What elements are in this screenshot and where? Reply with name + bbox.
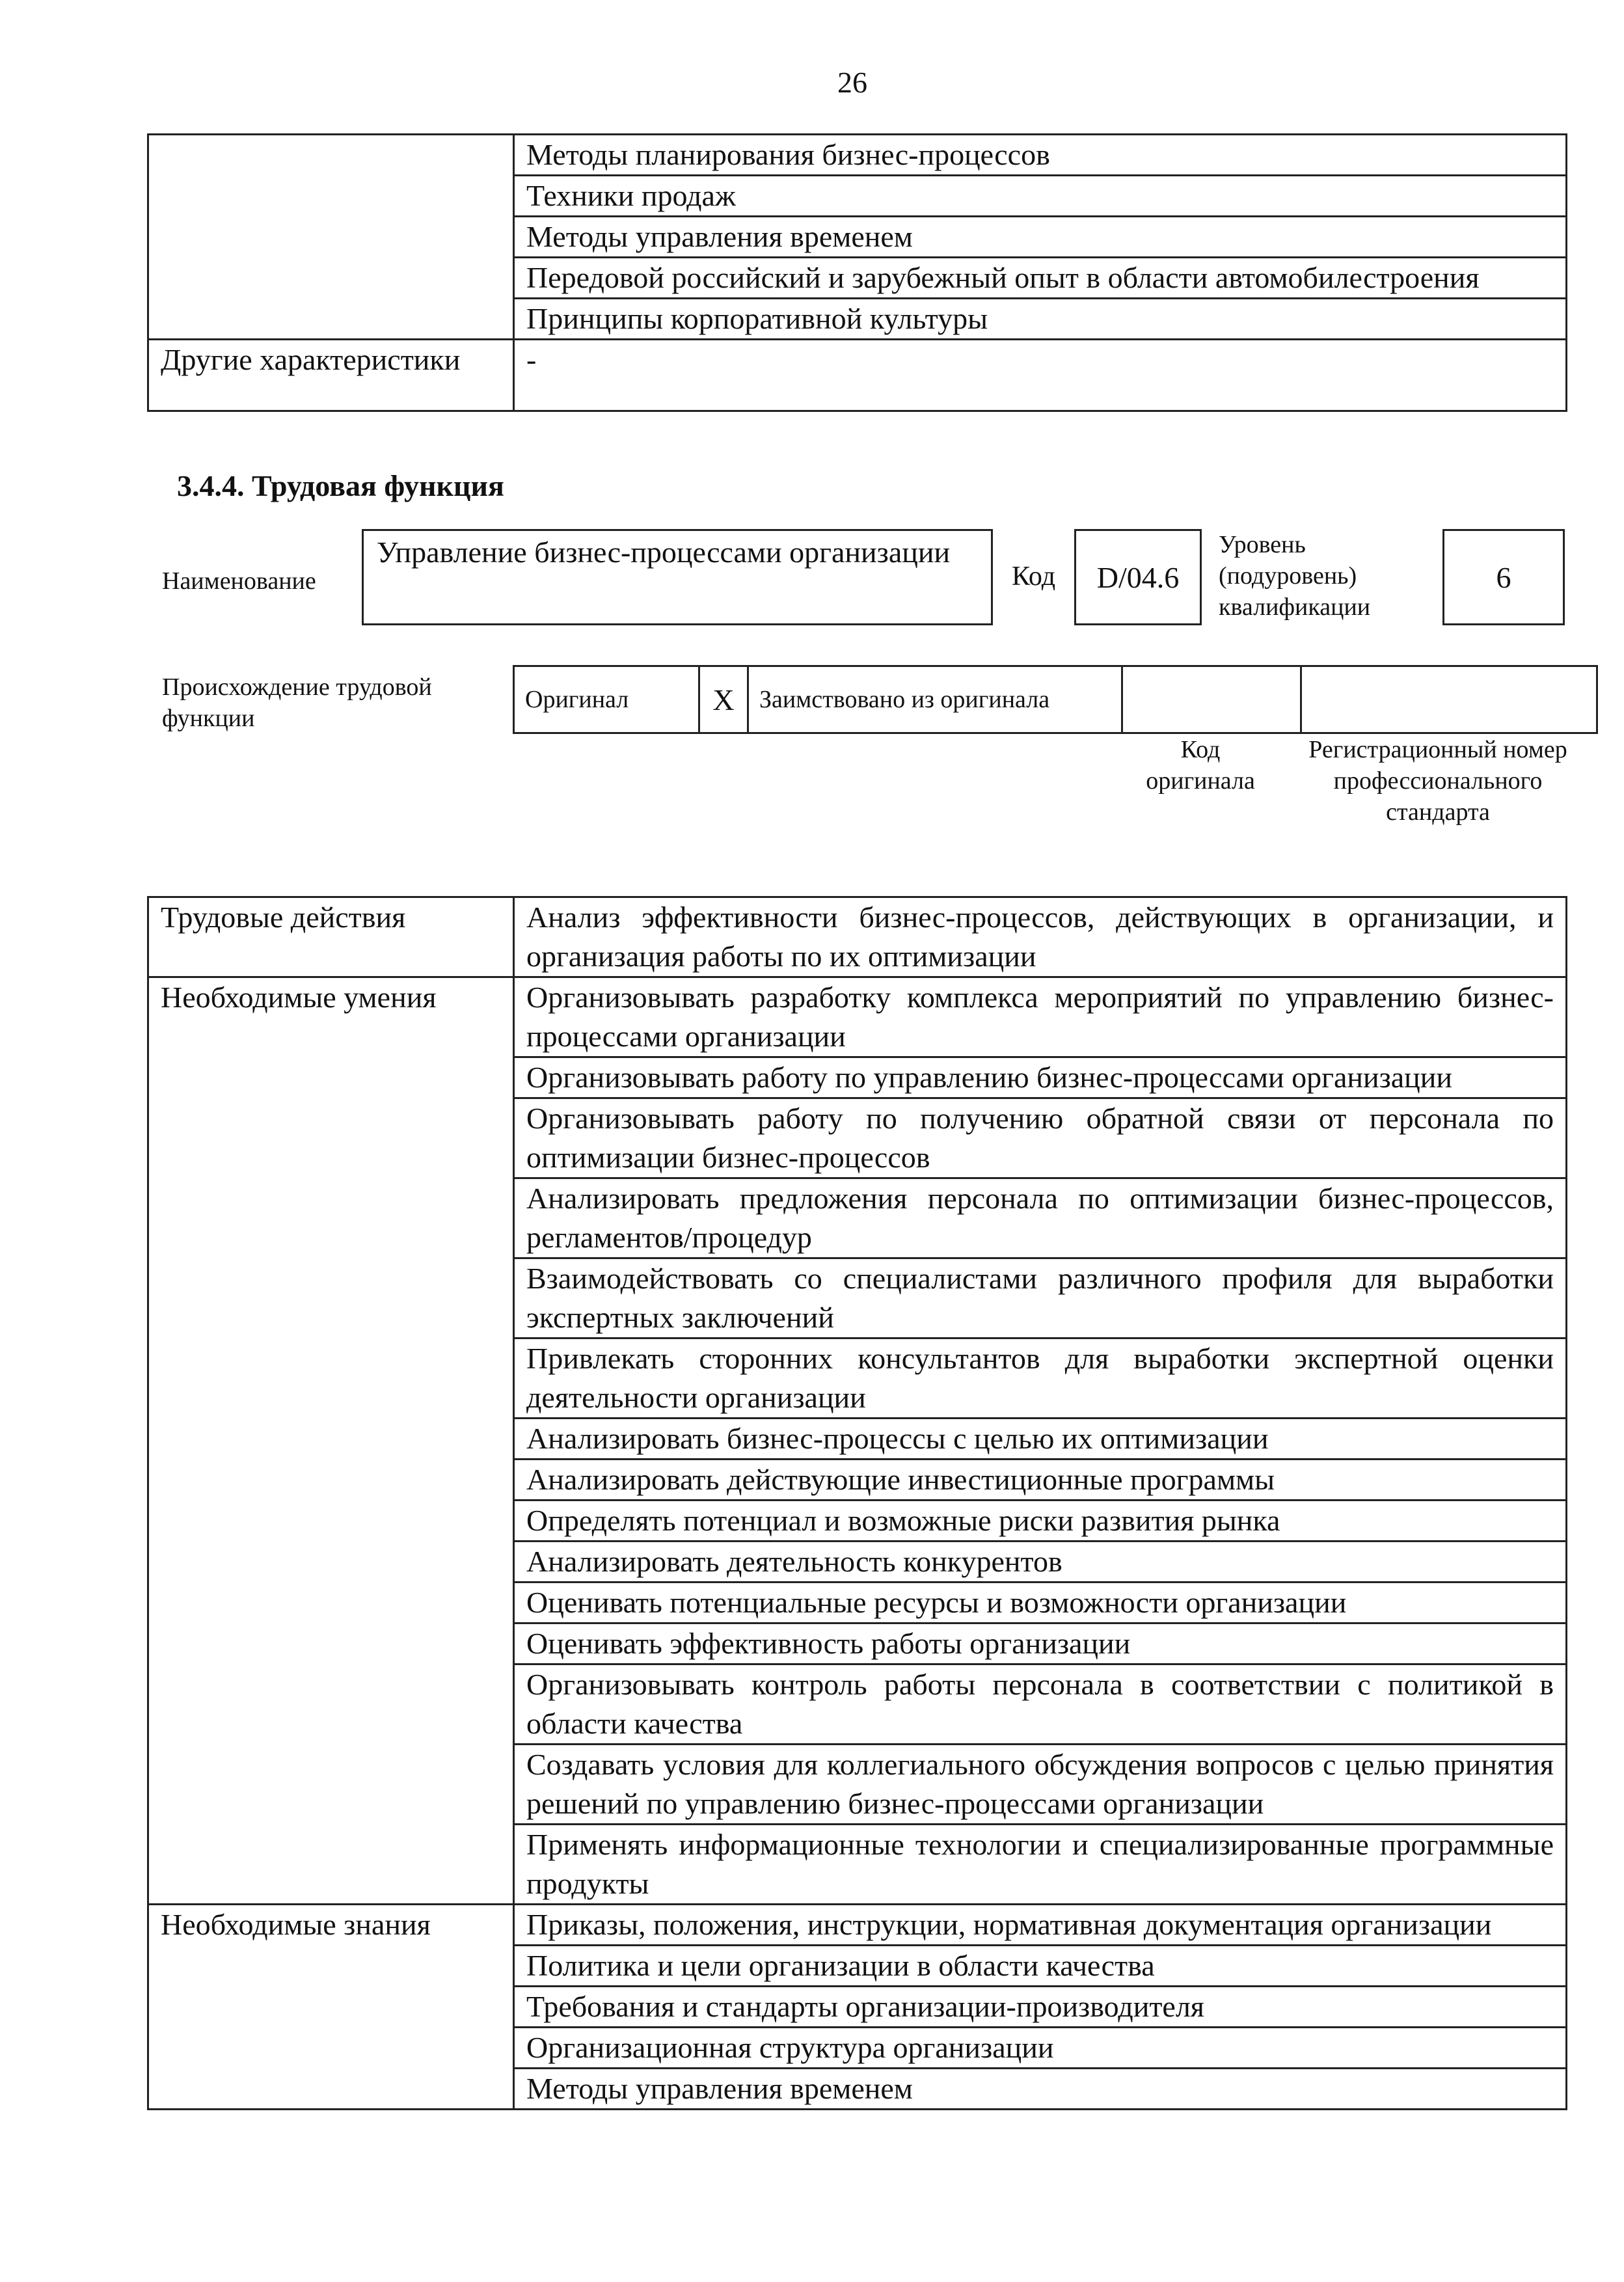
- list-item: Методы планирования бизнес-процессов: [515, 135, 1565, 176]
- list-item: Политика и цели организации в области качества: [515, 1946, 1565, 1987]
- section-heading: 3.4.4. Трудовая функция: [177, 469, 504, 502]
- labor-actions-label: Трудовые действия: [148, 897, 514, 977]
- list-item: Методы управления временем: [515, 217, 1565, 258]
- knowledge-continued-list: [514, 135, 1567, 340]
- origin-table: [513, 665, 1598, 734]
- required-skills-list: [514, 977, 1567, 1905]
- list-item: Техники продаж: [515, 176, 1565, 217]
- other-characteristics-value: -: [514, 340, 1567, 411]
- page-number: 26: [837, 66, 867, 99]
- origin-borrowed: Заимствовано из оригинала: [748, 666, 1122, 733]
- function-details-table: [147, 896, 1567, 2110]
- code-caption: Код оригинала: [1146, 736, 1255, 795]
- list-item: Анализировать деятельность конкурентов: [515, 1542, 1565, 1583]
- list-item: Организационная структура организации: [515, 2028, 1565, 2069]
- origin-reg-cell: [1301, 666, 1597, 733]
- list-item: Определять потенциал и возможные риски развития рынка: [515, 1501, 1565, 1542]
- list-item: Создавать условия для коллегиального обсуждения вопросов с целью принятия решений по управлению бизнес-процессами организации: [515, 1745, 1565, 1825]
- labor-actions-list: [514, 897, 1567, 977]
- reg-caption: Регистрационный номер профессионального стандарта: [1308, 736, 1567, 826]
- knowledge-continued-table: [147, 133, 1567, 412]
- list-item: Взаимодействовать со специалистами различного профиля для выработки экспертных заключений: [515, 1259, 1565, 1339]
- origin-label: Происхождение трудовой функции: [162, 673, 432, 732]
- code-value: D/04.6: [1074, 529, 1202, 625]
- list-item: Анализ эффективности бизнес-процессов, действующих в организации, и организация работы по их оптимизации: [526, 901, 1554, 973]
- list-item: Анализировать действующие инвестиционные программы: [515, 1460, 1565, 1501]
- origin-mark: X: [699, 666, 748, 733]
- list-item: Принципы корпоративной культуры: [526, 302, 988, 335]
- level-value: 6: [1442, 529, 1565, 625]
- list-item: Требования и стандарты организации-производителя: [515, 1987, 1565, 2028]
- list-item: Передовой российский и зарубежный опыт в области автомобилестроения: [515, 258, 1565, 299]
- list-item: Организовывать разработку комплекса мероприятий по управлению бизнес-процессами организации: [515, 978, 1565, 1058]
- required-knowledge-list: [514, 1905, 1567, 2110]
- list-item: Анализировать предложения персонала по оптимизации бизнес-процессов, регламентов/процедур: [515, 1179, 1565, 1259]
- list-item: Анализировать бизнес-процессы с целью их оптимизации: [515, 1419, 1565, 1460]
- empty-label-cell: [148, 135, 514, 340]
- list-item: Организовывать работу по управлению бизнес-процессами организации: [515, 1058, 1565, 1099]
- list-item: Приказы, положения, инструкции, нормативная документация организации: [515, 1905, 1565, 1946]
- required-skills-label: Необходимые умения: [148, 977, 514, 1905]
- name-value: Управление бизнес-процессами организации: [362, 529, 993, 625]
- list-item: Методы управления временем: [526, 2072, 913, 2105]
- list-item: Организовывать контроль работы персонала в соответствии с политикой в области качества: [515, 1665, 1565, 1745]
- list-item: Применять информационные технологии и специализированные программные продукты: [526, 1828, 1554, 1900]
- name-label: Наименование: [162, 567, 316, 595]
- other-characteristics-label: Другие характеристики: [148, 340, 514, 411]
- list-item: Оценивать потенциальные ресурсы и возможности организации: [515, 1583, 1565, 1624]
- list-item: Оценивать эффективность работы организации: [515, 1624, 1565, 1665]
- origin-original: Оригинал: [514, 666, 699, 733]
- list-item: Привлекать сторонних консультантов для выработки экспертной оценки деятельности организации: [515, 1339, 1565, 1419]
- code-label: Код: [1012, 562, 1056, 591]
- level-label: Уровень (подуровень) квалификации: [1219, 531, 1371, 621]
- list-item: Организовывать работу по получению обратной связи от персонала по оптимизации бизнес-процессов: [515, 1099, 1565, 1179]
- required-knowledge-label: Необходимые знания: [148, 1905, 514, 2110]
- origin-code-cell: [1122, 666, 1301, 733]
